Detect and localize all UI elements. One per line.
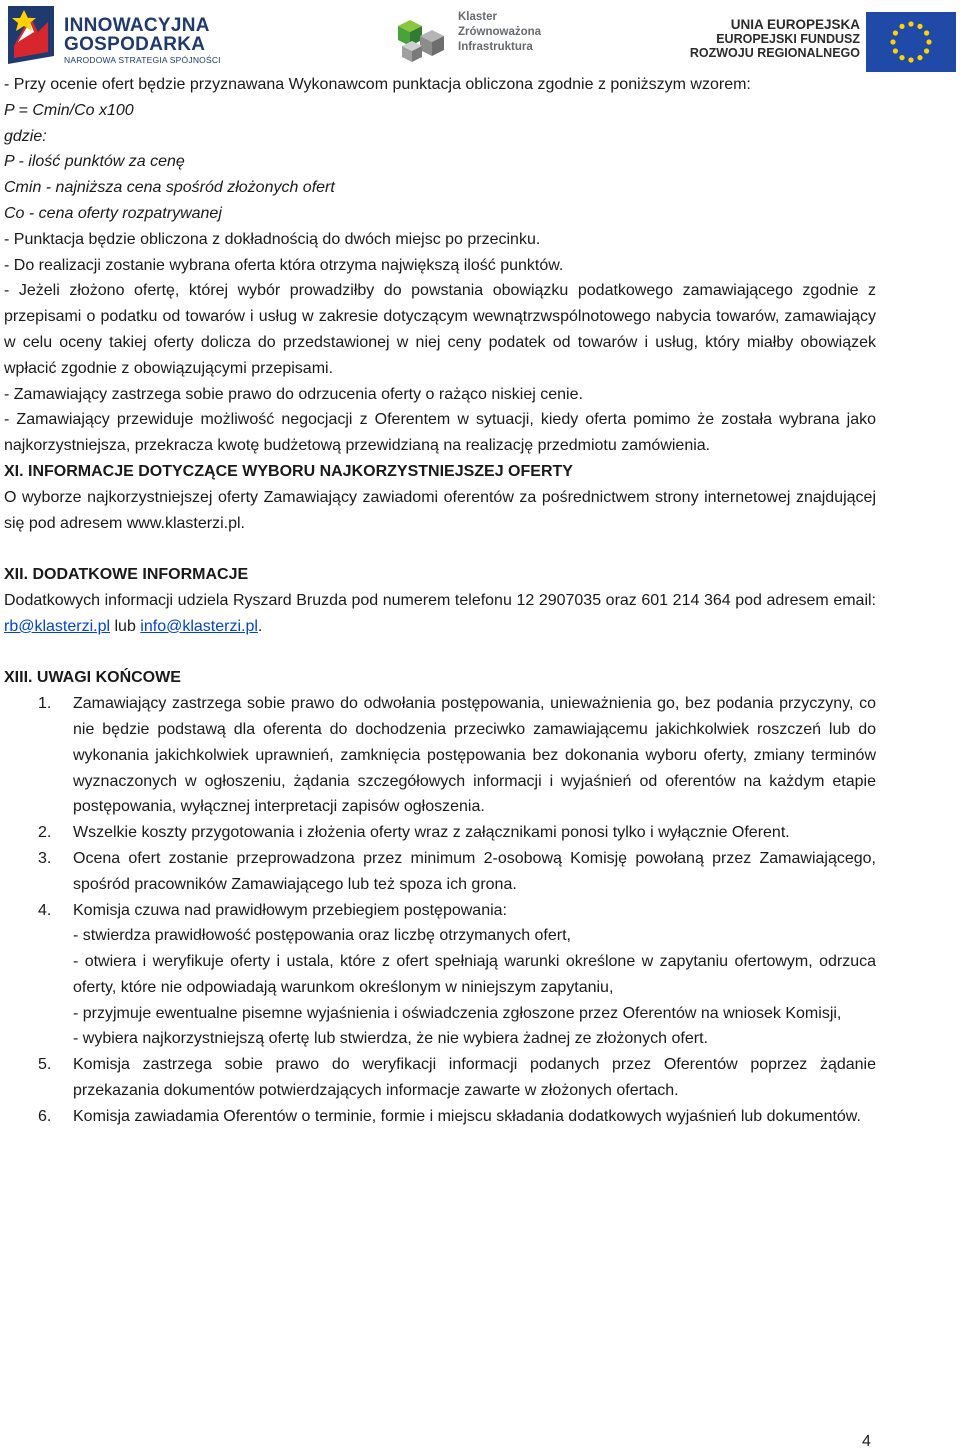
document-body bbox=[4, 72, 876, 1130]
list-item-number: 6. bbox=[38, 1107, 52, 1125]
scoring-rule-rounding: - Punktacja będzie obliczona z dokładnością do dwóch miejsc po przecinku. bbox=[4, 230, 541, 248]
list-item-number: 5. bbox=[38, 1056, 52, 1074]
page-number: 4 bbox=[862, 1433, 871, 1450]
scoring-formula: P = Cmin/Co x100 bbox=[4, 101, 134, 119]
scoring-rule-vat: - Jeżeli złożono ofertę, której wybór prowadziłby do powstania obowiązku podatkowego zamawiającego zgodnie z przepisami o podatku od towarów i usług w zakresie dotyczącym wewnątrzwspólnotowego nabycia towarów, zamawiający w celu oceny takiej oferty dolicza do przedstawionej w niej ceny podatek od towarów i usług, który miałby obowiązek wpłacić zgodnie z obowiązującymi przepisami. bbox=[4, 282, 876, 377]
contact-text: Dodatkowych informacji udziela Ryszard Bruzda pod numerem telefonu 12 2907035 oraz 601 214 364 pod adresem email: bbox=[4, 591, 876, 609]
commission-duty: - otwiera i weryfikuje oferty i ustala, które z ofert spełniają warunki określone w zapytaniu ofertowym, odrzuca oferty, które nie odpowiadają warunkom określonym w niniejszym zapytaniu, bbox=[73, 953, 876, 996]
list-item bbox=[4, 846, 876, 898]
section-xi-heading: XI. INFORMACJE DOTYCZĄCE WYBORU NAJKORZYSTNIEJSZEJ OFERTY bbox=[4, 462, 573, 480]
ig-emblem-icon bbox=[4, 2, 58, 68]
contact-period: . bbox=[257, 617, 263, 635]
list-item bbox=[4, 1104, 876, 1130]
ig-logo-line2: GOSPODARKA bbox=[64, 34, 206, 55]
section-xiii-heading: XIII. UWAGI KOŃCOWE bbox=[4, 669, 181, 687]
email-link-rb[interactable]: rb@klasterzi.pl bbox=[4, 617, 111, 635]
list-item bbox=[4, 1052, 876, 1104]
scoring-def-cmin: Cmin - najniższa cena spośród złożonych ofert bbox=[4, 179, 335, 197]
final-remarks-list bbox=[4, 691, 876, 1130]
commission-duty: - wybiera najkorzystniejszą ofertę lub stwierdza, że nie wybiera żadnej ze złożonych ofert. bbox=[73, 1030, 708, 1048]
eu-fund-logo bbox=[689, 10, 958, 74]
list-item-text: Komisja czuwa nad prawidłowym przebiegiem postępowania: bbox=[73, 901, 507, 919]
commission-duty: - stwierdza prawidłowość postępowania oraz liczbę otrzymanych ofert, bbox=[73, 927, 571, 945]
scoring-def-p: P - ilość punktów za cenę bbox=[4, 153, 185, 171]
innowacyjna-gospodarka-logo bbox=[4, 2, 234, 72]
spacer bbox=[4, 640, 876, 666]
scoring-def-co: Co - cena oferty rozpatrywanej bbox=[4, 204, 222, 222]
email-link-info[interactable]: info@klasterzi.pl bbox=[140, 617, 258, 635]
eu-logo-line2: EUROPEJSKI FUNDUSZ bbox=[716, 32, 860, 46]
list-item-text: Wszelkie koszty przygotowania i złożenia oferty wraz z załącznikami ponosi tylko i wyłącznie Oferent. bbox=[73, 824, 790, 842]
scoring-where: gdzie: bbox=[4, 127, 47, 145]
scoring-rule-winner: - Do realizacji zostanie wybrana oferta która otrzyma największą ilość punktów. bbox=[4, 256, 564, 274]
list-item-number: 3. bbox=[38, 849, 52, 867]
list-item-number: 1. bbox=[38, 695, 52, 713]
list-item-number: 2. bbox=[38, 824, 52, 842]
list-item bbox=[4, 820, 876, 846]
contact-conjunction: lub bbox=[110, 617, 141, 635]
klaster-logo-line1: Klaster bbox=[458, 11, 497, 23]
list-item-number: 4. bbox=[38, 901, 52, 919]
eu-flag-icon bbox=[866, 12, 956, 72]
section-xii-text bbox=[4, 588, 876, 640]
section-xii-heading: XII. DODATKOWE INFORMACJE bbox=[4, 566, 249, 584]
ig-logo-line1: INNOWACYJNA bbox=[64, 15, 210, 36]
eu-logo-line3: ROZWOJU REGIONALNEGO bbox=[689, 46, 860, 60]
list-item-text: Komisja zastrzega sobie prawo do weryfikacji informacji podanych przez Oferentów poprzez żądanie przekazania dokumentów potwierdzających informacje zawarte w złożonych ofertach. bbox=[73, 1056, 876, 1100]
list-item bbox=[4, 691, 876, 820]
scoring-rule-negotiation: - Zamawiający przewiduje możliwość negocjacji z Oferentem w sytuacji, kiedy oferta pomimo że została wybrana jako najkorzystniejsza, przekracza kwotę budżetową przewidzianą na realizację przedmiotu zamówienia. bbox=[4, 411, 876, 455]
list-item-text: Komisja zawiadamia Oferentów o terminie, formie i miejscu składania dodatkowych wyjaśnień lub dokumentów. bbox=[73, 1107, 861, 1125]
klaster-logo bbox=[388, 10, 548, 70]
spacer bbox=[4, 536, 876, 562]
scoring-intro: - Przy ocenie ofert będzie przyznawana Wykonawcom punktacja obliczona zgodnie z poniższym wzorem: bbox=[4, 76, 751, 93]
commission-duty: - przyjmuje ewentualne pisemne wyjaśnienia i oświadczenia zgłoszone przez Oferentów na wniosek Komisji, bbox=[73, 1004, 842, 1022]
list-item bbox=[4, 898, 876, 1053]
klaster-cubes-icon bbox=[388, 16, 454, 64]
section-xi-text: O wyborze najkorzystniejszej oferty Zamawiający zawiadomi oferentów za pośrednictwem strony internetowej znajdującej się pod adresem www.klasterzi.pl. bbox=[4, 488, 876, 532]
list-item-text: Ocena ofert zostanie przeprowadzona przez minimum 2-osobową Komisję powołaną przez Zamawiającego, spośród pracowników Zamawiającego lub też spoza ich grona. bbox=[73, 849, 876, 893]
scoring-rule-reject: - Zamawiający zastrzega sobie prawo do odrzucenia oferty o rażąco niskiej cenie. bbox=[4, 385, 583, 403]
page-header bbox=[0, 0, 960, 74]
list-item-text: Zamawiający zastrzega sobie prawo do odwołania postępowania, unieważnienia go, bez podania przyczyny, co nie będzie podstawą dla oferenta do dochodzenia przeciwko zamawiającemu jakichkolwiek roszczeń lub do wykonania jakichkolwiek uprawnień, zamknięcia postępowania bez dokonania wyboru oferty, zmiany terminów wyznaczonych w ogłoszeniu, żądania szczegółowych informacji i wyjaśnień od oferentów na każdym etapie postępowania, wyłącznej interpretacji zapisów ogłoszenia. bbox=[73, 695, 876, 816]
klaster-logo-line2: Zrównoważona bbox=[458, 26, 542, 38]
klaster-logo-line3: Infrastruktura bbox=[458, 41, 533, 53]
ig-logo-tagline: NARODOWA STRATEGIA SPÓJNOŚCI bbox=[64, 55, 221, 65]
eu-logo-line1: UNIA EUROPEJSKA bbox=[730, 17, 860, 32]
